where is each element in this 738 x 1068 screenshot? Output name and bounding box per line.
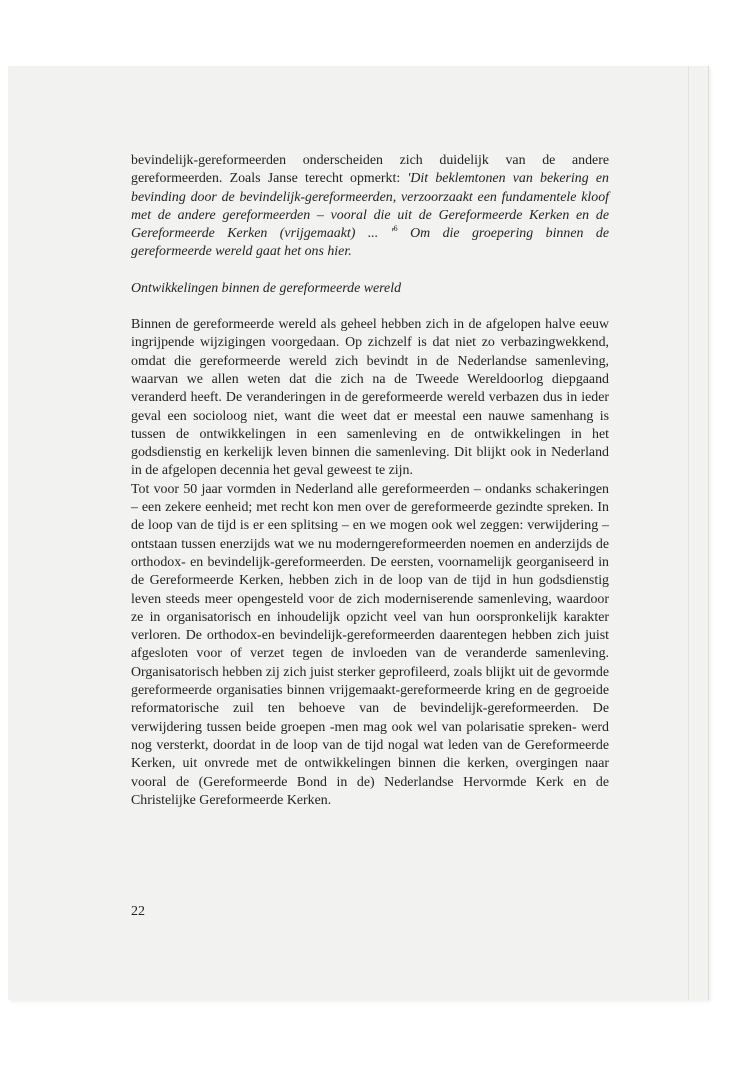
janse-quote: 'Dit beklemtonen van bekering en bevinding door de bevindelijk-gereformeerden, verzoorzaakt een fundamentele kloof met de andere gereformeerden – vooral die uit de Gereformeerde Kerken en de Gereformeerde Kerken (vrijgemaakt) ... ': [131, 171, 609, 242]
body-text: [131, 152, 609, 810]
paragraph-history: Tot voor 50 jaar vormden in Nederland alle gereformeerden – ondanks schakeringen – een zekere eenheid; met recht kon men over de gereformeerde gezindte spreken. In de loop van de tijd is er een splitsing – en we mogen ook wel zeggen: verwijdering – ontstaan tussen enerzijds wat we nu moderngereformeerden noemen en anderzijds de orthodox- en bevindelijk-gereformeerden. De eersten, voornamelijk georganiseerd in de Gereformeerde Kerken, hebben zich in de loop van de tijd in hun godsdienstig leven steeds meer opengesteld voor de zich moderniserende samenleving, waardoor ze in organisatorisch en inhoudelijk opzicht veel van hun oorspronkelijk karakter verloren. De orthodox-en bevindelijk-gereformeerden daarentegen hebben zich juist afgesloten voor of verzet tegen de invloeden van de veranderde samenleving. Organisatorisch hebben zij zich juist sterker geprofileerd, zoals blijkt uit de gevormde gereformeerde organisaties binnen vrijgemaakt-gereformeerde kring en de gegroeide reformatorische zuil ten behoeve van de bevindelijk-gereformeerden. De verwijdering tussen beide groepen -men mag ook wel van polarisatie spreken- werd nog versterkt, doordat in de loop van de tijd nogal wat leden van de Gereformeerde Kerken, uit onvrede met de ontwikkelingen binnen die kerken, overgingen naar vooral de (Gereformeerde Bond in de) Nederlandse Hervormde Kerk en de Christelijke Gereformeerde Kerken.: [131, 481, 609, 808]
section-heading: Ontwikkelingen binnen de gereformeerde wereld: [131, 280, 402, 296]
footnote-reference: 6: [393, 224, 398, 234]
page-edge-line: [688, 66, 689, 1000]
paragraph-developments: Binnen de gereformeerde wereld als geheel hebben zich in de afgelopen halve eeuw ingrijpende wijzigingen voorgedaan. Op zichzelf is dat niet zo verbazingwekkend, omdat die gereformeerde wereld zich bevindt in de Nederlandse samenleving, waarvan we allen weten dat die zich na de Tweede Wereldoorlog diepgaand veranderd heeft. De veranderingen in de gereformeerde wereld verbazen dus in ieder geval een socioloog niet, want die weet dat er meestal een nauwe samenhang is tussen de ontwikkelingen in een samenleving en de ontwikkelingen in het godsdienstig en kerkelijk leven binnen die samenleving. Dit blijkt ook in Nederland in de afgelopen decennia het geval geweest te zijn.: [131, 317, 609, 479]
page-number: 22: [131, 904, 145, 919]
paragraph-intro: [131, 152, 609, 262]
intro-conclusion: Om die groepering binnen de gereformeerde wereld gaat het ons hier.: [131, 226, 609, 260]
intro-text: bevindelijk-gereformeerden onderscheiden zich duidelijk van de andere gereformeerden. Zoals Janse terecht opmerkt:: [131, 153, 609, 187]
